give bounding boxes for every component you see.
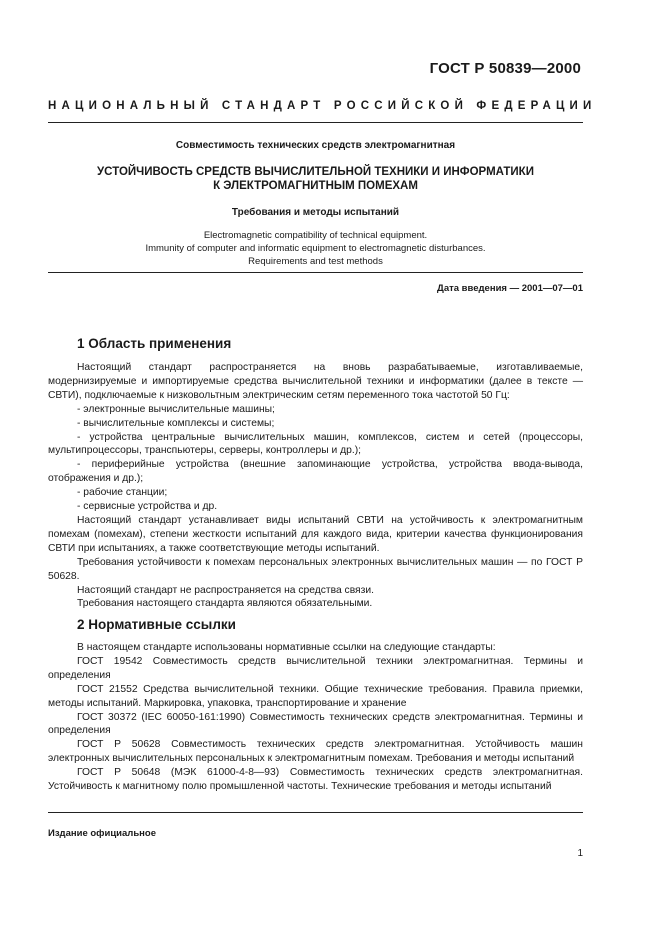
reference-item: ГОСТ 21552 Средства вычислительной техники. Общие технические требования. Правила приемки, методы испытаний. Маркировка, упаковка, транспортирование и хранение <box>48 683 583 709</box>
paragraph: Настоящий стандарт не распространяется на средства связи. <box>77 584 374 596</box>
paragraph: Настоящий стандарт устанавливает виды испытаний СВТИ на устойчивость к электромагнитным помехам (помехам), степени жесткости испытаний для каждого вида, критерии качества функционирования СВТИ при испытаниях, а также соответствующие методы испытаний. <box>48 514 583 554</box>
list-item: - электронные вычислительные машины; <box>77 403 275 415</box>
paragraph: Настоящий стандарт распространяется на вновь разрабатываемые, изготавливаемые, модернизируемые и импортируемые средства вычислительной техники и информатики (далее в тексте — СВТИ), подключаемые к низковольтным электрическим сетям переменного тока частотой 50 Гц: <box>48 362 583 401</box>
national-standard-heading: НАЦИОНАЛЬНЫЙ СТАНДАРТ РОССИЙСКОЙ ФЕДЕРАЦИИ <box>48 100 597 112</box>
list-item: - устройства центральные вычислительных машин, комплексов, систем и сетей (процессоры, мультипроцессоры, транспьютеры, серверы, контроллеры и др.); <box>48 431 583 457</box>
official-edition-label: Издание официальное <box>48 828 156 839</box>
title-rule <box>48 272 583 273</box>
paragraph: В настоящем стандарте использованы нормативные ссылки на следующие стандарты: <box>77 642 496 653</box>
footer-rule <box>48 812 583 813</box>
introduction-date: Дата введения — 2001—07—01 <box>437 283 583 294</box>
english-line-2: Immunity of computer and informatic equipment to electromagnetic disturbances. <box>145 243 486 254</box>
title-line-1: УСТОЙЧИВОСТЬ СРЕДСТВ ВЫЧИСЛИТЕЛЬНОЙ ТЕХНИКИ И ИНФОРМАТИКИ <box>97 166 534 178</box>
reference-item: ГОСТ Р 50628 Совместимость технических средств электромагнитная. Устойчивость машин электронных вычислительных персональных к электромагнитным помехам. Требования и методы испытаний <box>48 739 583 765</box>
list-item: - периферийные устройства (внешние запоминающие устройства, устройства ввода-вывода, отображения и др.); <box>48 459 583 485</box>
paragraph: Требования настоящего стандарта являются обязательными. <box>77 598 373 610</box>
list-item: - рабочие станции; <box>77 487 168 499</box>
section-2-title: 2 Нормативные ссылки <box>77 617 236 632</box>
standard-subtitle: Требования и методы испытаний <box>231 207 400 218</box>
standard-number: ГОСТ Р 50839—2000 <box>429 60 581 77</box>
reference-item: ГОСТ 19542 Совместимость средств вычислительной техники электромагнитная. Термины и определения <box>48 655 583 681</box>
header-rule <box>48 122 583 123</box>
reference-item: ГОСТ Р 50648 (МЭК 61000-4-8—93) Совместимость технических средств электромагнитная. Устойчивость к магнитному полю промышленной частоты. Технические требования и методы испытаний <box>48 767 583 793</box>
paragraph: Требования устойчивости к помехам персональных электронных вычислительных машин — по ГОСТ Р 50628. <box>48 556 583 582</box>
section-1-body <box>48 361 583 611</box>
english-line-3: Requirements and test methods <box>248 256 383 267</box>
list-item: - вычислительные комплексы и системы; <box>77 417 275 429</box>
english-title <box>48 229 583 268</box>
section-2-body <box>48 641 583 794</box>
reference-item: ГОСТ 30372 (IEC 60050-161:1990) Совместимость технических средств электромагнитная. Термины и определения <box>48 711 583 737</box>
page-number: 1 <box>577 848 583 859</box>
title-line-2: К ЭЛЕКТРОМАГНИТНЫМ ПОМЕХАМ <box>213 180 418 192</box>
list-item: - сервисные устройства и др. <box>77 501 218 513</box>
standard-subject: Совместимость технических средств электромагнитная <box>175 140 456 151</box>
section-1-title: 1 Область применения <box>77 336 232 351</box>
standard-title <box>48 165 583 193</box>
english-line-1: Electromagnetic compatibility of technical equipment. <box>203 230 428 241</box>
